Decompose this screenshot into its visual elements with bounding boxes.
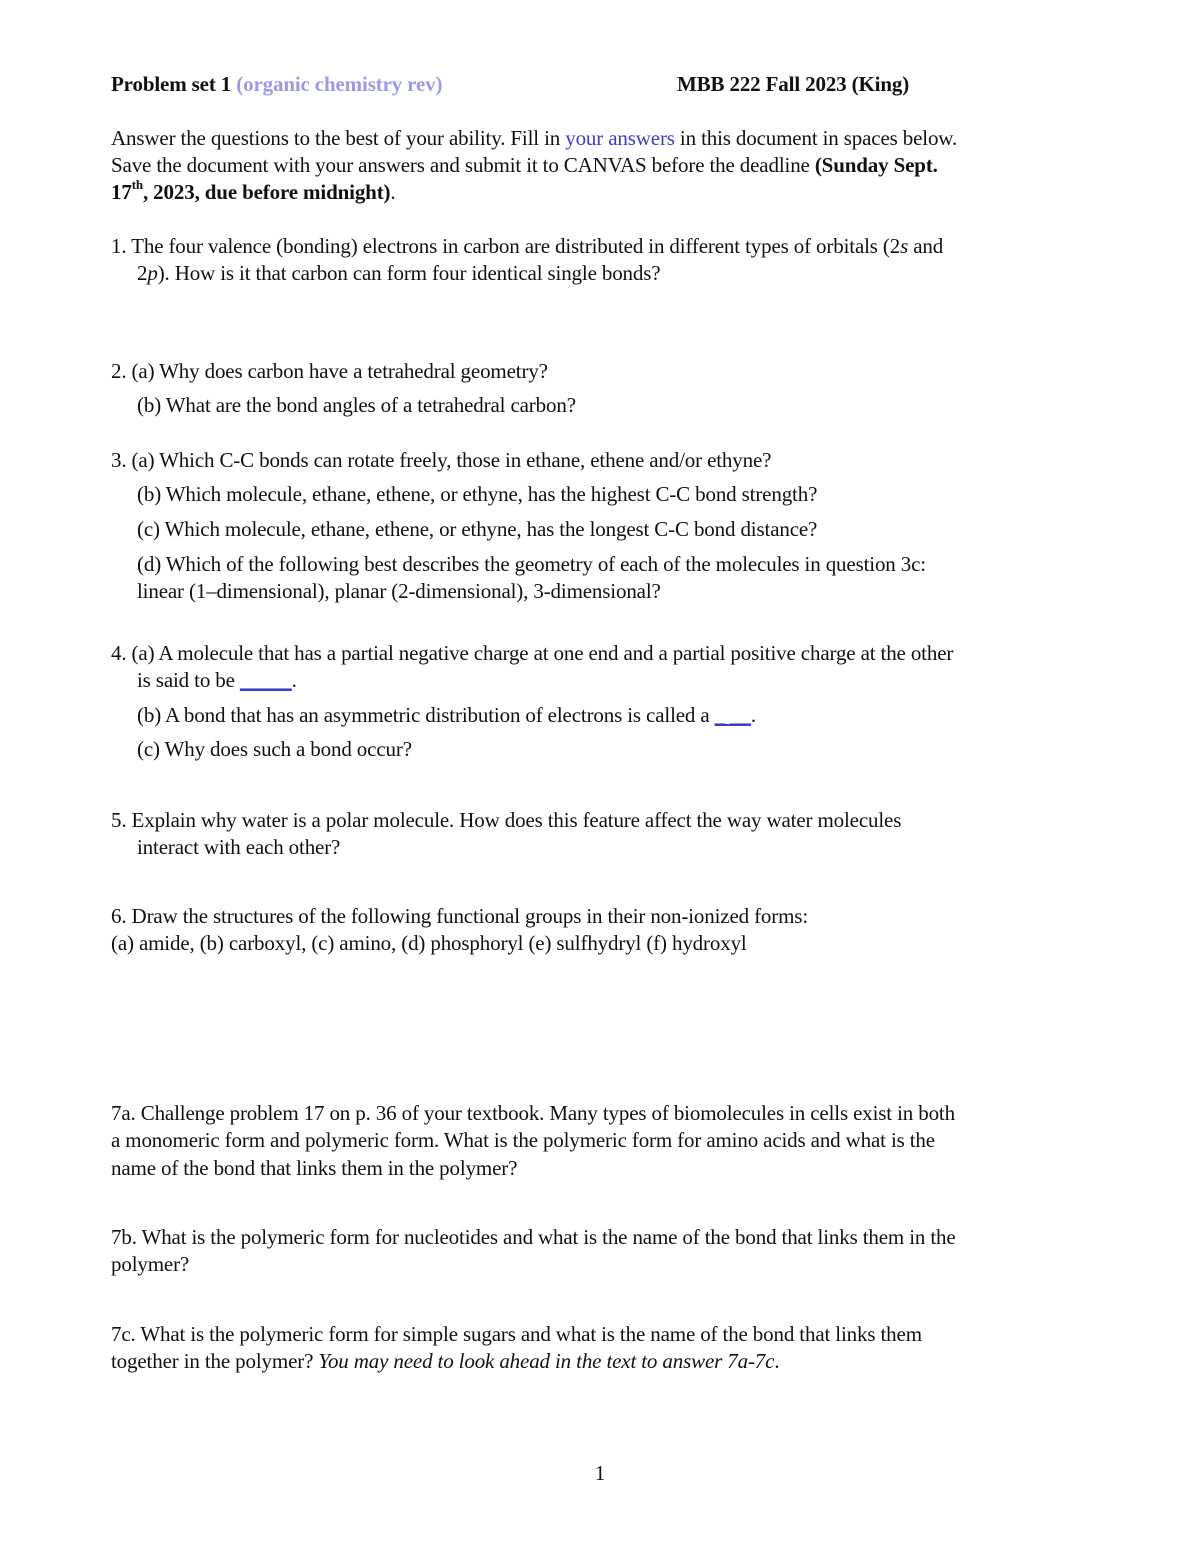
question-2b: (b) What are the bond angles of a tetrahedral carbon? [137, 393, 576, 417]
page-number: 1 [594, 1461, 606, 1485]
question-text: (b) A bond that has an asymmetric distribution of electrons is called a [137, 703, 715, 727]
deadline-text: 17 [111, 180, 132, 204]
period: . [750, 703, 756, 727]
orbital-p: p [147, 261, 158, 285]
question-text: is said to be [137, 668, 240, 692]
your-answers-link: your answers [565, 126, 675, 150]
question-3d-line-2: linear (1–dimensional), planar (2-dimensional), 3-dimensional? [137, 579, 661, 603]
question-7c-line-1: 7c. What is the polymeric form for simple sugars and what is the name of the bond that links them [111, 1322, 922, 1346]
question-text: 1. The four valence (bonding) electrons in carbon are distributed in different types of orbitals (2 [111, 234, 901, 258]
question-1-line-2 [137, 260, 660, 287]
intro-text: Save the document with your answers and submit it to CANVAS before the deadline [111, 153, 815, 177]
intro-line-1 [111, 125, 957, 152]
period: . [291, 668, 297, 692]
intro-line-3 [111, 179, 396, 206]
ordinal-suffix: th [131, 177, 143, 192]
question-3b: (b) Which molecule, ethane, ethene, or ethyne, has the highest C-C bond strength? [137, 482, 818, 506]
question-5-line-1: 5. Explain why water is a polar molecule. How does this feature affect the way water molecules [111, 808, 902, 832]
intro-text: in this document in spaces below. [674, 126, 958, 150]
italic-hint: You may need to look ahead in the text to answer 7a-7c [318, 1349, 775, 1373]
question-5-line-2: interact with each other? [137, 835, 341, 859]
period: . [390, 180, 396, 204]
question-7a-line-3: name of the bond that links them in the polymer? [111, 1156, 518, 1180]
question-4c: (c) Why does such a bond occur? [137, 737, 412, 761]
question-4a-line-1: 4. (a) A molecule that has a partial negative charge at one end and a partial positive charge at the other [111, 641, 954, 665]
problem-set-title: Problem set 1 [111, 72, 232, 96]
question-7a-line-1: 7a. Challenge problem 17 on p. 36 of your textbook. Many types of biomolecules in cells exist in both [111, 1101, 955, 1125]
question-6-line-2: (a) amide, (b) carboxyl, (c) amino, (d) phosphoryl (e) sulfhydryl (f) hydroxyl [111, 931, 747, 955]
deadline-text: (Sunday Sept. [814, 153, 938, 177]
question-text: 2 [137, 261, 148, 285]
answer-blank[interactable]: _____ [239, 668, 292, 692]
question-text: ). How is it that carbon can form four identical single bonds? [157, 261, 661, 285]
question-text: and [908, 234, 944, 258]
intro-text: Answer the questions to the best of your ability. Fill in [111, 126, 566, 150]
question-7a-line-2: a monomeric form and polymeric form. What is the polymeric form for amino acids and what is the [111, 1128, 935, 1152]
question-6-line-1: 6. Draw the structures of the following functional groups in their non-ionized forms: [111, 904, 809, 928]
orbital-s: s [900, 234, 909, 258]
question-3c: (c) Which molecule, ethane, ethene, or ethyne, has the longest C-C bond distance? [137, 517, 818, 541]
question-text: together in the polymer? [111, 1349, 319, 1373]
question-2a: 2. (a) Why does carbon have a tetrahedral geometry? [111, 359, 548, 383]
deadline-text: , 2023, due before midnight) [142, 180, 391, 204]
course-label: MBB 222 Fall 2023 (King) [677, 72, 910, 96]
problem-set-subtitle: (organic chemistry rev) [236, 72, 443, 96]
question-7c-line-2 [111, 1348, 779, 1375]
question-3d-line-1: (d) Which of the following best describes the geometry of each of the molecules in question 3c: [137, 552, 926, 576]
answer-blank[interactable]: _ __ [714, 703, 751, 727]
question-7b-line-1: 7b. What is the polymeric form for nucleotides and what is the name of the bond that links them in the [111, 1225, 956, 1249]
period: . [774, 1349, 780, 1373]
question-1-line-1 [111, 233, 943, 260]
question-4a-line-2 [137, 667, 297, 694]
header-line [111, 71, 442, 98]
question-7b-line-2: polymer? [111, 1252, 190, 1276]
intro-line-2 [111, 152, 938, 179]
question-3a: 3. (a) Which C-C bonds can rotate freely, those in ethane, ethene and/or ethyne? [111, 448, 772, 472]
question-4b [137, 702, 756, 729]
